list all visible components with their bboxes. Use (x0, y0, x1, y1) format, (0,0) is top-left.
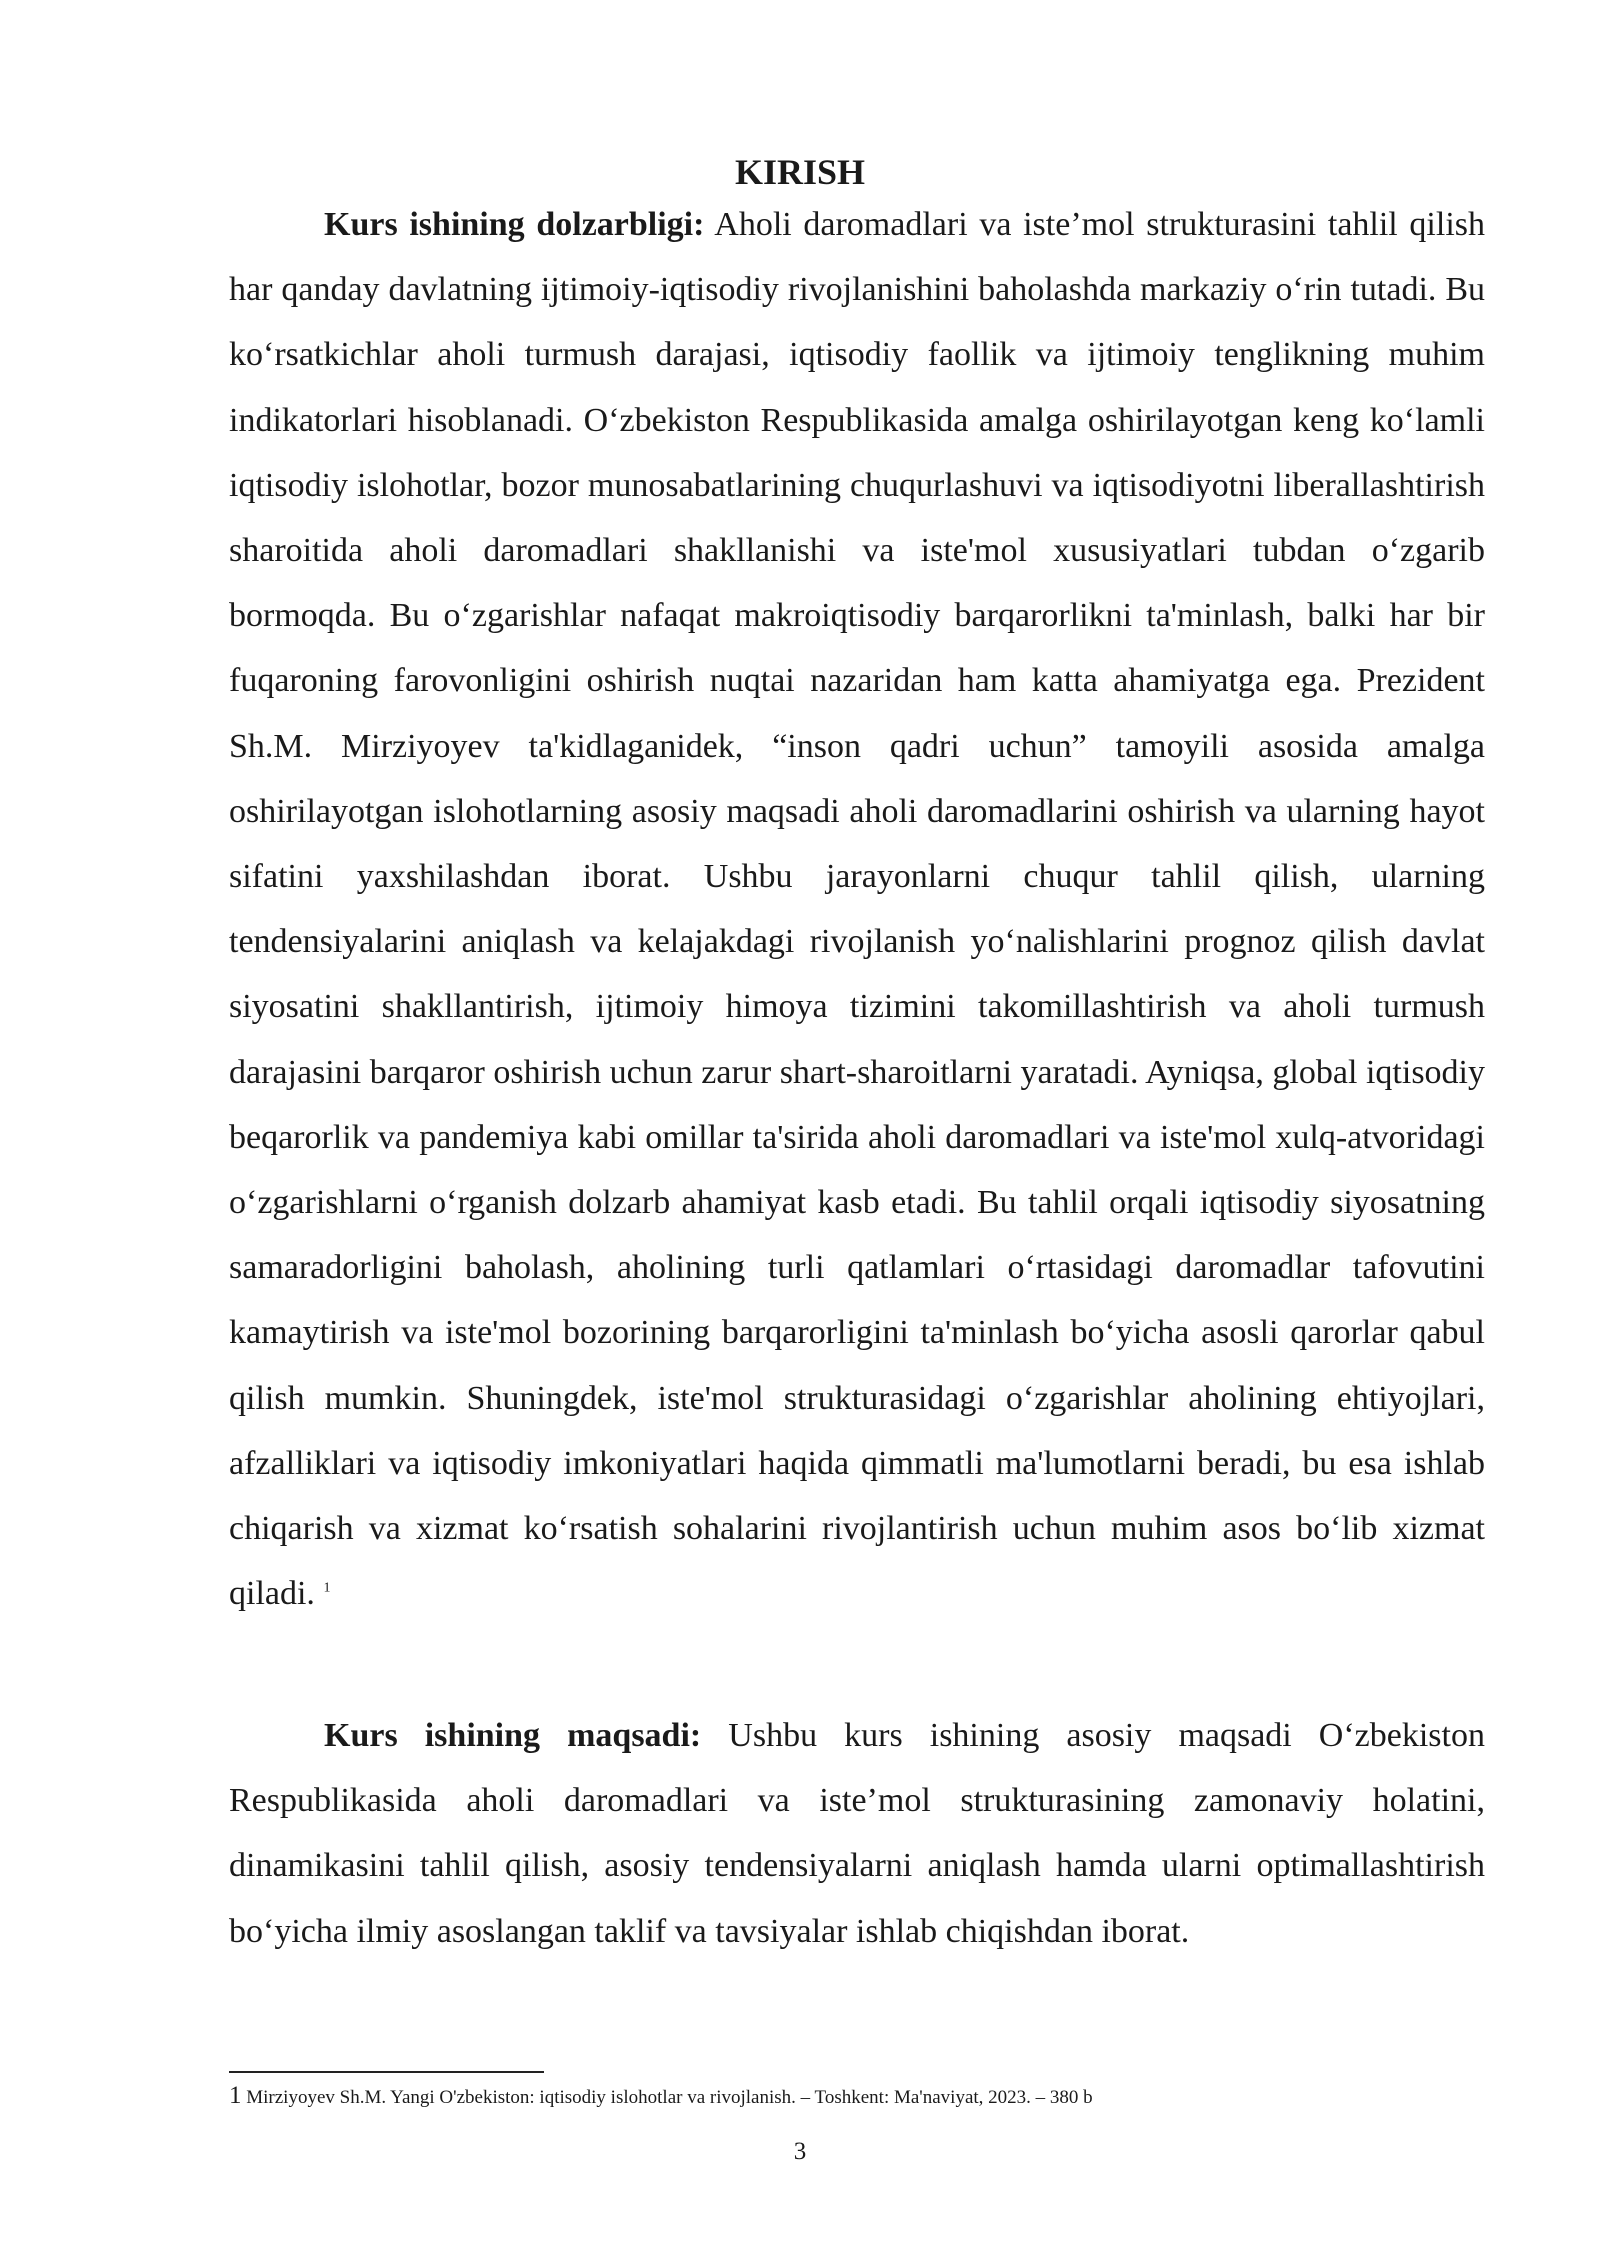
paragraph-relevance (229, 192, 1485, 1626)
footnote-reference[interactable]: 1 (323, 1580, 331, 1596)
paragraph-body: Aholi daromadlari va iste’mol strukturasini tahlil qilish har qanday davlatning ijtimoiy-iqtisodiy rivojlanishini baholashda markaziy o‘rin tutadi. Bu ko‘rsatkichlar aholi turmush darajasi, iqtisodiy faollik va ijtimoiy tenglikning muhim indikatorlari hisoblanadi. O‘zbekiston Respublikasida amalga oshirilayotgan keng ko‘lamli iqtisodiy islohotlar, bozor munosabatlarining chuqurlashuvi va iqtisodiyotni liberallashtirish sharoitida aholi daromadlari shakllanishi va iste'mol xususiyatlari tubdan o‘zgarib bormoqda. Bu o‘zgarishlar nafaqat makroiqtisodiy barqarorlikni ta'minlash, balki har bir fuqaroning farovonligini oshirish nuqtai nazaridan ham katta ahamiyatga ega. Prezident Sh.M. Mirziyoyev ta'kidlaganidek, “inson qadri uchun” tamoyili asosida amalga oshirilayotgan islohotlarning asosiy maqsadi aholi daromadlarini oshirish va ularning hayot sifatini yaxshilashdan iborat. Ushbu jarayonlarni chuqur tahlil qilish, ularning tendensiyalarini aniqlash va kelajakdagi rivojlanish yo‘nalishlarini prognoz qilish davlat siyosatini shakllantirish, ijtimoiy himoya tizimini takomillashtirish va aholi turmush darajasini barqaror oshirish uchun zarur shart-sharoitlarni yaratadi. Ayniqsa, global iqtisodiy beqarorlik va pandemiya kabi omillar ta'sirida aholi daromadlari va iste'mol xulq-atvoridagi o‘zgarishlarni o‘rganish dolzarb ahamiyat kasb etadi. Bu tahlil orqali iqtisodiy siyosatning samaradorligini baholash, aholining turli qatlamlari o‘rtasidagi daromadlar tafovutini kamaytirish va iste'mol bozorining barqarorligini ta'minlash bo‘yicha asosli qarorlar qabul qilish mumkin. Shuningdek, iste'mol strukturasidagi o‘zgarishlar aholining ehtiyojlari, afzalliklari va iqtisodiy imkoniyatlari haqida qimmatli ma'lumotlarni beradi, bu esa ishlab chiqarish va xizmat ko‘rsatish sohalarini rivojlantirish uchun muhim asos bo‘lib xizmat qiladi. (229, 206, 1486, 1613)
footnote-text: Mirziyoyev Sh.M. Yangi O'zbekiston: iqtisodiy islohotlar va rivojlanish. – Toshkent: Ma'naviyat, 2023. – 380 b (246, 2087, 1093, 2108)
footnote-separator (229, 2071, 544, 2073)
paragraph-goal (229, 1703, 1485, 1964)
footnote-number: 1 (229, 2082, 242, 2109)
section-heading: KIRISH (734, 152, 866, 192)
page-number: 3 (793, 2138, 807, 2165)
paragraph-lead: Kurs ishining dolzarbligi: (324, 206, 705, 243)
paragraph-body: Ushbu kurs ishining asosiy maqsadi O‘zbekiston Respublikasida aholi daromadlari va iste’mol strukturasining zamonaviy holatini, dinamikasini tahlil qilish, asosiy tendensiyalarni aniqlash hamda ularni optimallashtirish bo‘yicha ilmiy asoslangan taklif va tavsiyalar ishlab chiqishdan iborat. (229, 1717, 1485, 1950)
footnote (229, 2083, 1485, 2111)
paragraph-lead: Kurs ishining maqsadi: (324, 1717, 702, 1754)
